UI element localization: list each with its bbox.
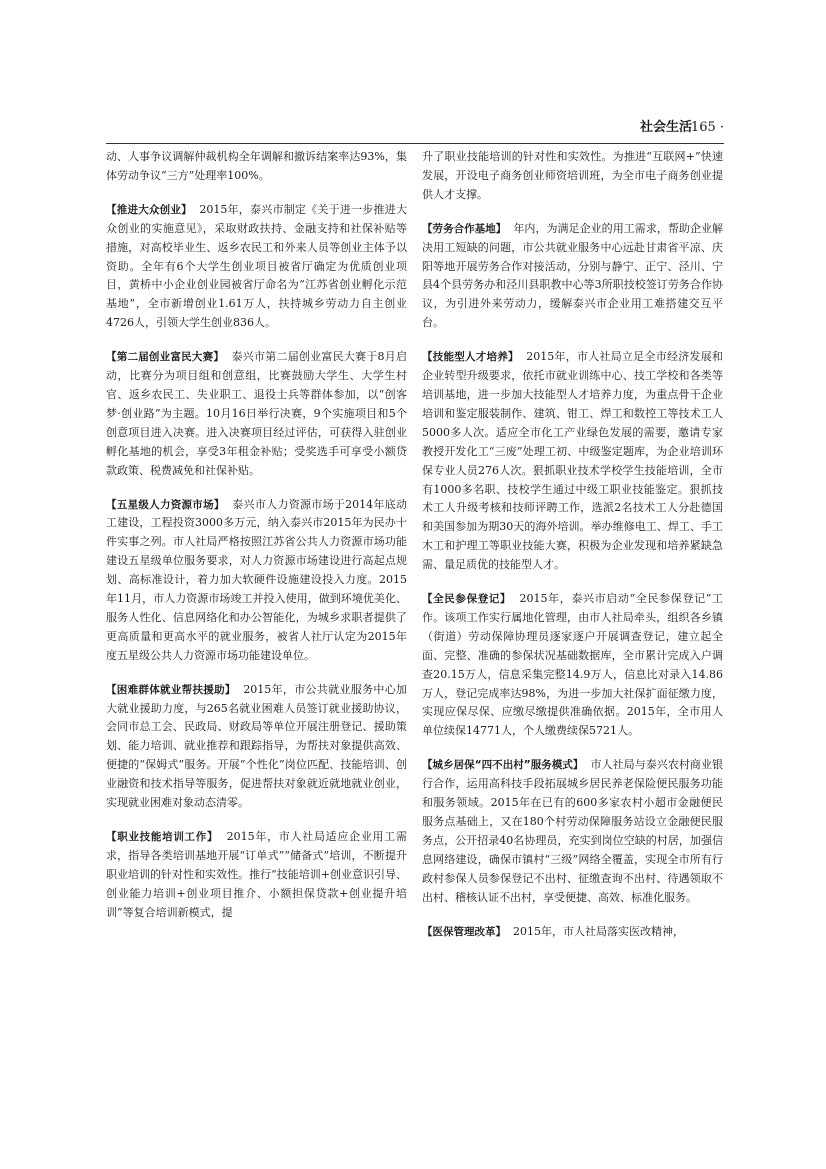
paragraph-heading: 【医保管理改革】	[422, 925, 506, 938]
paragraph	[106, 828, 407, 923]
paragraph-heading: 【推进大众创业】	[106, 203, 192, 216]
paragraph-text: 年内，为满足企业的用工需求，帮助企业解决用工短缺的问题，市公共就业服务中心远赴甘肃省平凉、庆阳等地开展劳务合作对接活动，分别与静宁、正宁、泾川、宁县4个县劳务办和泾川县职教中心等3所职技校签订劳务合作协议，为引进外来劳动力，缓解泰兴市企业用工难搭建交互平台。	[422, 221, 724, 330]
paragraph	[422, 348, 723, 575]
paragraph-heading: 【全民参保登记】	[422, 593, 512, 606]
paragraph-text: 泰兴市人力资源市场于2014年底动工建设，工程投资3000多万元，纳入泰兴市2015年为民办十件实事之列。市人社局严格按照江苏省公共人力资源市场功能建设五星级单位服务要求，对人力资源市场建设进行高起点规划、高标准设计，着力加大软硬件设施建设投入力度。2015年11月，市人力资源市场竣工并投入使用，做到环境优美化、服务人性化、信息网络化和办公智能化，为城乡求职者提供了更高质量和更高水平的就业服务，被省人社厅认定为2015年度五星级公共人力资源市场功能建设单位。	[106, 497, 408, 662]
paragraph-text: 升了职业技能培训的针对性和实效性。为推进“互联网+”快速发展，开设电子商务创业师资培训班，为全市电子商务创业提供人才支撑。	[422, 150, 723, 201]
paragraph-heading: 【城乡居保“四不出村”服务模式】	[422, 759, 584, 772]
paragraph	[422, 756, 723, 907]
paragraph-text: 2015年，泰兴市启动“全民参保登记”工作。该项工作实行属地化管理，由市人社局牵头，组织各乡镇（街道）劳动保障协理员逐家逐户开展调查登记，建立起全面、完整、准确的参保状况基础数据库，全市累计完成入户调查20.15万人，信息采集完整14.9万人，信息比对录入14.86万人，登记完成率达98%，为进一步加大社保扩面征缴力度，实现应保尽保、应缴尽缴提供准确依据。2015年，全市用人单位续保14771人，个人缴费续保5721人。	[422, 592, 724, 738]
paragraph-text: 2015年，泰兴市制定《关于进一步推进大众创业的实施意见》，采取财政扶持、金融支持和社保补贴等措施，对高校毕业生、返乡农民工和外来人员等创业主体予以资助。全年有6个大学生创业项目被省厅确定为优质创业项目，黄桥中小企业创业园被省厅命名为“江苏省创业孵化示范基地”，全市新增创业1.61万人，扶持城乡劳动力自主创业4726人，引领大学生创业836人。	[106, 202, 408, 330]
paragraph-heading: 【困难群体就业帮扶援助】	[106, 683, 236, 696]
paragraph-heading: 【第二届创业富民大赛】	[106, 351, 225, 364]
paragraph-text: 市人社局与泰兴农村商业银行合作，运用高科技手段拓展城乡居民养老保险便民服务功能和服务领域。2015年在已有的600多家农村小超市金融便民服务点基础上，又在180个村劳动保障服务站设立金融便民服务点，公开招录40名协理员，充实到岗位空缺的村居，加强信息网络建设，确保市镇村“三级”网络全覆盖，实现全市所有行政村参保人员参保登记不出村、征缴查询不出村、待遇领取不出村、稽核认证不出村，享受便捷、高效、标准化服务。	[422, 758, 723, 904]
paragraph	[106, 681, 407, 813]
paragraph	[422, 148, 723, 205]
paragraph	[422, 590, 723, 741]
left-column	[106, 148, 407, 938]
paragraph	[106, 348, 407, 480]
paragraph-text: 2015年，市人社局适应企业用工需求，指导各类培训基地开展“订单式”“储备式”培训，不断提升职业培训的针对性和实效性。推行“技能培训+创业意识引导、创业能力培训+创业项目推介、小额担保贷款+创业提升培训”等复合培训新模式，提	[106, 830, 407, 919]
paragraph	[106, 201, 407, 333]
paragraph-heading: 【职业技能培训工作】	[106, 831, 219, 843]
right-column	[422, 148, 723, 956]
paragraph	[106, 148, 407, 186]
section-title: 社会生活	[639, 120, 692, 135]
paragraph-heading: 【劳务合作基地】	[422, 222, 507, 235]
running-header	[106, 118, 724, 138]
paragraph-text: 动、人事争议调解仲裁机构全年调解和撤诉结案率达93%，集体劳动争议“三方”处理率100%。	[106, 150, 407, 182]
paragraph	[422, 923, 723, 942]
paragraph-text: 2015年，市人社局落实医改精神，	[513, 924, 684, 938]
paragraph-heading: 【五星级人力资源市场】	[106, 498, 225, 511]
paragraph-text: 2015年，市公共就业服务中心加大就业援助力度，与265名就业困难人员签订就业援助协议，会同市总工会、民政局、财政局等单位开展注册登记、援助策划、能力培训、就业推荐和跟踪指导，为帮扶对象提供高效、便捷的“保姆式”服务。开展“个性化”岗位匹配、技能培训、创业融资和技术指导等服务，促进帮扶对象就近就地就业创业，实现就业困难对象动态清零。	[106, 682, 407, 810]
page-number: · 165 ·	[682, 120, 724, 135]
paragraph-text: 2015年，市人社局立足全市经济发展和企业转型升级要求，依托市就业训练中心、技工学校和各类等培训基地，进一步加大技能型人才培养力度，为重点骨干企业培训和鉴定服装制作、建筑、钳工、焊工和数控工等技术工人5000多人次。适应全市化工产业绿色发展的需要，邀请专家教授开发化工“三废”处理工初、中级鉴定题库，为企业培训环保专业人员276人次。狠抓职业技术学校学生技能培训，全市有1000多名职、技校学生通过中级工职业技能鉴定。狠抓技术工人升级考核和技师评聘工作，选派2名技术工人分赴德国和美国参加为期30天的海外培训。举办维修电工、焊工、手工木工和护理工等职业技能大赛，积极为企业发现和培养紧缺急需、量足质优的技能型人才。	[422, 350, 723, 572]
header-rule	[106, 143, 724, 144]
paragraph-text: 泰兴市第二届创业富民大赛于8月启动，比赛分为项目组和创意组，比赛鼓励大学生、大学生村官、返乡农民工、失业职工、退役士兵等群体参加，以“创客梦·创业路”为主题。10月16日举行决赛，9个实施项目和5个创意项目进入决赛。进入决赛项目经过评估，可获得入驻创业孵化基地的机会，享受3年租金补贴；受奖选手可享受小额贷款政策、税费减免和社保补贴。	[106, 350, 408, 477]
paragraph	[422, 220, 723, 333]
paragraph-heading: 【技能型人才培养】	[422, 351, 519, 364]
paragraph	[106, 496, 407, 666]
